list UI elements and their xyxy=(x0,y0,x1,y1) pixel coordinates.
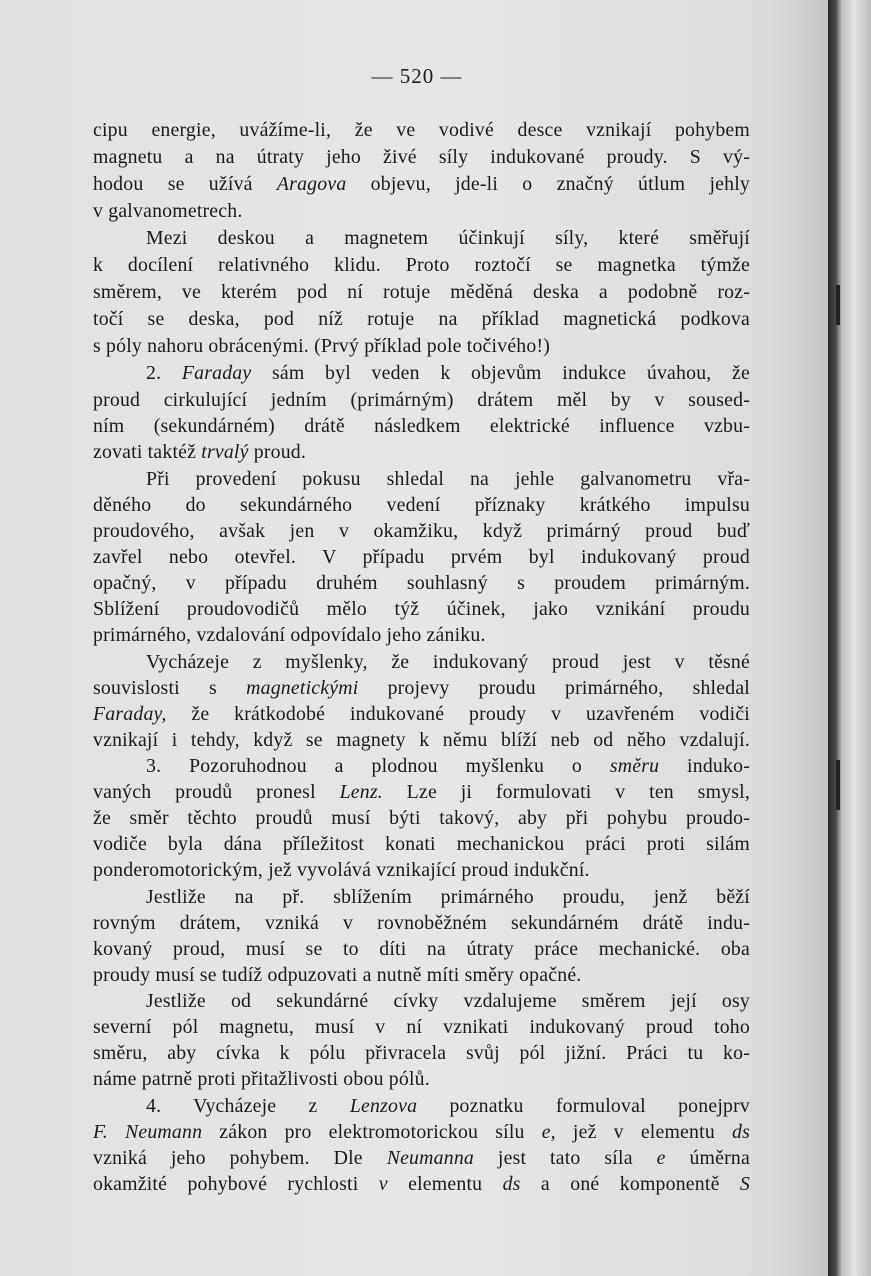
text-segment: s póly nahoru obrácenými. (Prvý příklad pole točivého!) xyxy=(93,335,551,357)
text-segment: proud cirkulující jedním (primárným) drátem měl by v soused- xyxy=(93,389,750,411)
text-segment: 3. Pozoruhodnou a plodnou myšlenku o xyxy=(146,755,610,777)
text-segment: točí se deska, pod níž rotuje na příklad magnetická podkova xyxy=(93,308,750,330)
page-number: — 520 — xyxy=(371,64,463,88)
text-line xyxy=(146,466,750,492)
text-segment: Sblížení proudovodičů mělo týž účinek, jako vznikání proudu xyxy=(93,598,750,620)
text-line xyxy=(93,144,750,170)
text-line xyxy=(93,171,750,197)
text-line xyxy=(93,387,750,413)
text-segment: proud. xyxy=(248,441,307,463)
text-line xyxy=(146,649,750,675)
text-line xyxy=(93,333,750,359)
text-line xyxy=(146,360,750,386)
text-segment: cipu energie, uvážíme-li, že ve vodivé desce vznikají pohybem xyxy=(93,119,750,141)
text-segment: Při provedení pokusu shledal na jehle galvanometru vřa- xyxy=(146,468,750,490)
text-line xyxy=(93,1066,750,1092)
text-segment: rovným drátem, vzniká v rovnoběžném sekundárném drátě indu- xyxy=(93,912,750,934)
text-line xyxy=(93,306,750,332)
text-line xyxy=(146,1093,750,1119)
text-segment: zavřel nebo otevřel. V případu prvém byl indukovaný proud xyxy=(93,546,750,568)
text-segment: směru, aby cívka k pólu přivracela svůj pól jižní. Práci tu ko- xyxy=(93,1042,750,1064)
text-line xyxy=(93,117,750,143)
text-line xyxy=(93,831,750,857)
italic-text-segment: Faraday xyxy=(181,362,252,384)
text-segment: vzniká jeho pohybem. Dle xyxy=(93,1147,387,1169)
italic-text-segment: směru xyxy=(609,755,660,777)
text-segment: severní pól magnetu, musí v ní vznikati indukovaný proud toho xyxy=(93,1016,750,1038)
text-segment: primárného, vzdalování odpovídalo jeho zániku. xyxy=(93,624,486,646)
text-line xyxy=(146,884,750,910)
text-segment: že směr těchto proudů musí býti takový, aby při pohybu proudo- xyxy=(93,807,750,829)
text-line xyxy=(93,857,750,883)
text-segment: zákon pro elektromotorickou sílu xyxy=(202,1121,542,1143)
text-segment: hodou se užívá xyxy=(93,173,277,195)
text-line xyxy=(93,413,750,439)
italic-text-segment: magnetickými xyxy=(246,677,359,699)
italic-text-segment: Aragova xyxy=(276,173,347,195)
text-segment: 2. xyxy=(146,362,182,384)
italic-text-segment: S xyxy=(739,1173,750,1195)
text-segment: vodiče byla dána příležitost konati mechanickou práci proti silám xyxy=(93,833,750,855)
text-segment: magnetu a na útraty jeho živé síly indukované proudy. S vý- xyxy=(93,146,750,168)
text-segment: elementu xyxy=(387,1173,503,1195)
text-segment: úměrna xyxy=(665,1147,750,1169)
text-line xyxy=(93,805,750,831)
italic-text-segment: Lenzova xyxy=(349,1095,418,1117)
text-line xyxy=(93,622,750,648)
text-segment: ním (sekundárném) drátě následkem elektrické influence vzbu- xyxy=(93,415,750,437)
text-line xyxy=(93,1171,750,1197)
text-segment: okamžité pohybové rychlosti xyxy=(93,1173,379,1195)
text-line xyxy=(146,225,750,251)
text-line xyxy=(93,596,750,622)
text-line xyxy=(93,1119,750,1145)
text-segment: v galvanometrech. xyxy=(93,200,243,222)
text-segment: a oné komponentě xyxy=(520,1173,740,1195)
text-segment: ponderomotorickým, jež vyvolává vznikající proud indukční. xyxy=(93,859,590,881)
text-segment: proudového, avšak jen v okamžiku, když primárný proud buď xyxy=(93,520,750,542)
text-segment: opačný, v případu druhém souhlasný s proudem primárným. xyxy=(93,572,750,594)
text-line xyxy=(93,962,750,988)
text-line xyxy=(93,570,750,596)
text-segment: kovaný proud, musí se to díti na útraty práce mechanické. oba xyxy=(93,938,750,960)
text-line xyxy=(93,439,750,465)
text-segment: 4. Vycházeje z xyxy=(146,1095,350,1117)
italic-text-segment: e xyxy=(656,1147,666,1169)
text-segment: projevy proudu primárného, shledal xyxy=(358,677,751,699)
text-segment: že krátkodobé indukované proudy v uzavřeném vodiči xyxy=(166,703,750,725)
spine-mark xyxy=(836,285,840,325)
text-line xyxy=(93,252,750,278)
text-line xyxy=(93,492,750,518)
text-line xyxy=(93,1145,750,1171)
text-segment: děného do sekundárného vedení příznaky krátkého impulsu xyxy=(93,494,750,516)
italic-text-segment: F. Neumann xyxy=(93,1121,203,1143)
italic-text-segment: ds xyxy=(502,1173,521,1195)
text-segment: Jestliže od sekundárné cívky vzdalujeme směrem její osy xyxy=(146,990,750,1012)
text-line xyxy=(93,936,750,962)
text-segment: Lze ji formulovati v ten smysl, xyxy=(382,781,750,803)
text-line xyxy=(93,518,750,544)
spine-mark xyxy=(836,760,840,810)
text-segment: zovati taktéž xyxy=(93,441,202,463)
italic-text-segment: trvalý xyxy=(201,441,249,463)
italic-text-segment: Neumanna xyxy=(386,1147,474,1169)
italic-text-segment: Lenz. xyxy=(339,781,383,803)
text-segment: Mezi deskou a magnetem účinkují síly, které směřují xyxy=(146,227,750,249)
text-segment: vaných proudů pronesl xyxy=(93,781,340,803)
text-line xyxy=(93,1040,750,1066)
text-segment: souvislosti s xyxy=(93,677,247,699)
italic-text-segment: e, xyxy=(541,1121,556,1143)
italic-text-segment: v xyxy=(378,1173,388,1195)
text-line xyxy=(93,779,750,805)
text-segment: vznikají i tehdy, když se magnety k němu blíží neb od něho vzdalují. xyxy=(93,729,750,751)
text-segment: Jestliže na př. sblížením primárného proudu, jenž běží xyxy=(146,886,750,908)
text-line xyxy=(93,675,750,701)
text-segment: Vycházeje z myšlenky, že indukovaný proud jest v těsné xyxy=(146,651,750,673)
text-line xyxy=(146,753,750,779)
italic-text-segment: ds xyxy=(732,1121,750,1143)
text-segment: induko- xyxy=(659,755,750,777)
text-line xyxy=(93,910,750,936)
text-segment: poznatku formuloval ponejprv xyxy=(417,1095,750,1117)
text-line xyxy=(146,988,750,1014)
text-line xyxy=(93,198,750,224)
text-line xyxy=(93,727,750,753)
text-segment: náme patrně proti přitažlivosti obou pólů. xyxy=(93,1068,430,1090)
text-segment: objevu, jde-li o značný útlum jehly xyxy=(346,173,750,195)
text-segment: směrem, ve kterém pod ní rotuje měděná deska a podobně roz- xyxy=(93,281,750,303)
text-line xyxy=(93,701,750,727)
book-spine xyxy=(828,0,871,1276)
text-line xyxy=(93,1014,750,1040)
text-segment: sám byl veden k objevům indukce úvahou, že xyxy=(251,362,750,384)
text-segment: proudy musí se tudíž odpuzovati a nutně míti směry opačné. xyxy=(93,964,582,986)
text-segment: jež v elementu xyxy=(555,1121,732,1143)
text-segment: jest tato síla xyxy=(474,1147,657,1169)
text-line xyxy=(93,544,750,570)
text-line xyxy=(93,279,750,305)
text-segment: k docílení relativného klidu. Proto roztočí se magnetka týmže xyxy=(93,254,750,276)
italic-text-segment: Faraday, xyxy=(93,703,167,725)
